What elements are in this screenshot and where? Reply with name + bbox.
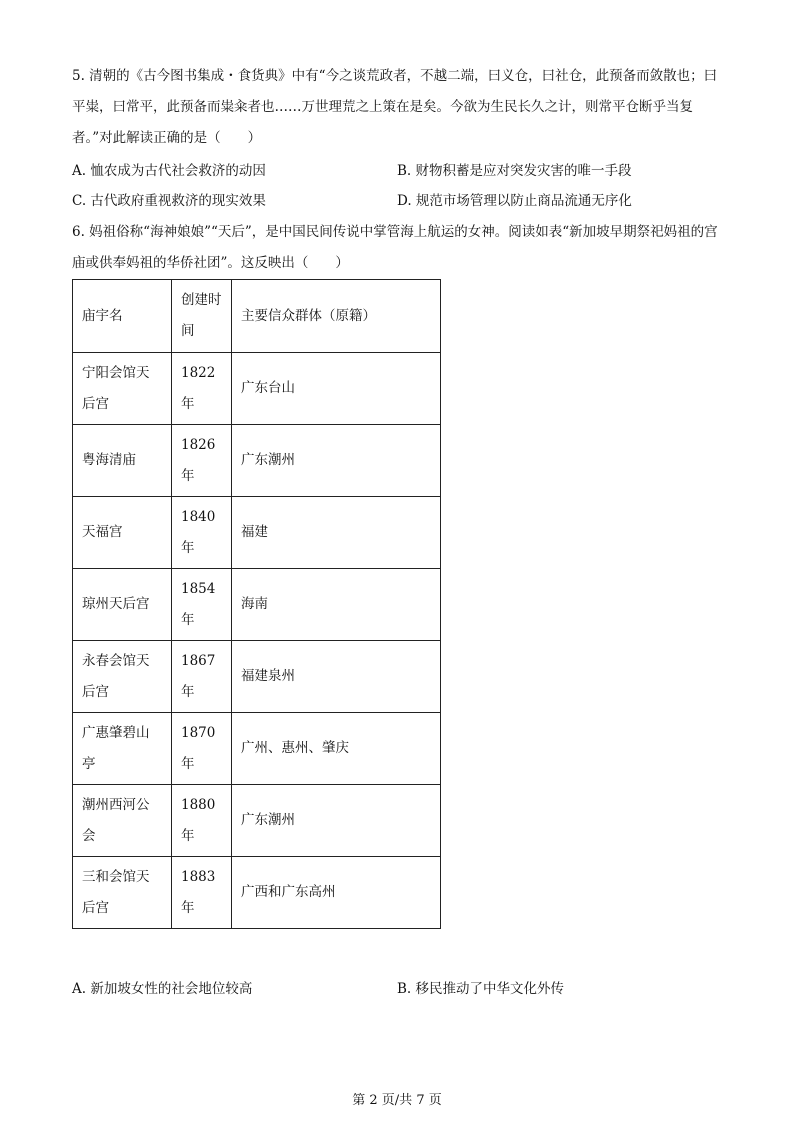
cell-year: 1826年 bbox=[172, 425, 232, 497]
table-row bbox=[73, 425, 441, 497]
cell-year: 1870年 bbox=[172, 713, 232, 785]
cell-temple: 粤海清庙 bbox=[73, 425, 172, 497]
table-row bbox=[73, 497, 441, 569]
cell-origin: 广西和广东高州 bbox=[232, 857, 441, 929]
page-number: 第 2 页/共 7 页 bbox=[352, 1093, 442, 1108]
cell-origin: 广州、惠州、肇庆 bbox=[232, 713, 441, 785]
table-row bbox=[73, 641, 441, 713]
cell-origin: 广东台山 bbox=[232, 353, 441, 425]
cell-year: 1867年 bbox=[172, 641, 232, 713]
table-row bbox=[73, 785, 441, 857]
question-6-stem: 6. 妈祖俗称“海神娘娘”“天后”，是中国民间传说中掌管海上航运的女神。阅读如表“新加坡早期祭祀妈祖的宫庙或供奉妈祖的华侨社团”。这反映出（ ） bbox=[72, 224, 718, 271]
cell-temple: 三和会馆天后宫 bbox=[73, 857, 172, 929]
cell-origin: 海南 bbox=[232, 569, 441, 641]
cell-temple: 永春会馆天后宫 bbox=[73, 641, 172, 713]
table-header-row bbox=[73, 280, 441, 353]
cell-temple: 宁阳会馆天后宫 bbox=[73, 353, 172, 425]
mazu-temple-table bbox=[72, 279, 441, 929]
cell-origin: 福建泉州 bbox=[232, 641, 441, 713]
q5-option-a: A. 恤农成为古代社会救济的动因 bbox=[72, 163, 266, 179]
question-5-stem: 5. 清朝的《古今图书集成・食货典》中有“今之谈荒政者，不越二端，曰义仓，曰社仓，此预备而敛散也；曰平粜，曰常平，此预备而粜籴者也……万世理荒之上策在是矣。今欲为生民长久之计，则常平仓断乎当复者。”对此解读正确的是（ ） bbox=[72, 68, 718, 146]
header-temple-name: 庙宇名 bbox=[73, 280, 172, 353]
table-row bbox=[73, 569, 441, 641]
cell-year: 1883年 bbox=[172, 857, 232, 929]
q5-option-b: B. 财物积蓄是应对突发灾害的唯一手段 bbox=[397, 163, 632, 179]
cell-temple: 潮州西河公会 bbox=[73, 785, 172, 857]
cell-year: 1880年 bbox=[172, 785, 232, 857]
header-founding-time: 创建时间 bbox=[172, 280, 232, 353]
table-row bbox=[73, 713, 441, 785]
cell-temple: 琼州天后宫 bbox=[73, 569, 172, 641]
cell-year: 1854年 bbox=[172, 569, 232, 641]
q6-option-a: A. 新加坡女性的社会地位较高 bbox=[72, 981, 253, 997]
cell-temple: 广惠肇碧山亭 bbox=[73, 713, 172, 785]
table-row bbox=[73, 857, 441, 929]
cell-year: 1840年 bbox=[172, 497, 232, 569]
q5-option-c: C. 古代政府重视救济的现实效果 bbox=[72, 193, 266, 209]
header-followers-origin: 主要信众群体（原籍） bbox=[232, 280, 441, 353]
cell-year: 1822年 bbox=[172, 353, 232, 425]
cell-temple: 天福宫 bbox=[73, 497, 172, 569]
q6-option-b: B. 移民推动了中华文化外传 bbox=[397, 981, 565, 997]
cell-origin: 广东潮州 bbox=[232, 425, 441, 497]
cell-origin: 广东潮州 bbox=[232, 785, 441, 857]
q5-option-d: D. 规范市场管理以防止商品流通无序化 bbox=[397, 193, 632, 209]
table-row bbox=[73, 353, 441, 425]
cell-origin: 福建 bbox=[232, 497, 441, 569]
